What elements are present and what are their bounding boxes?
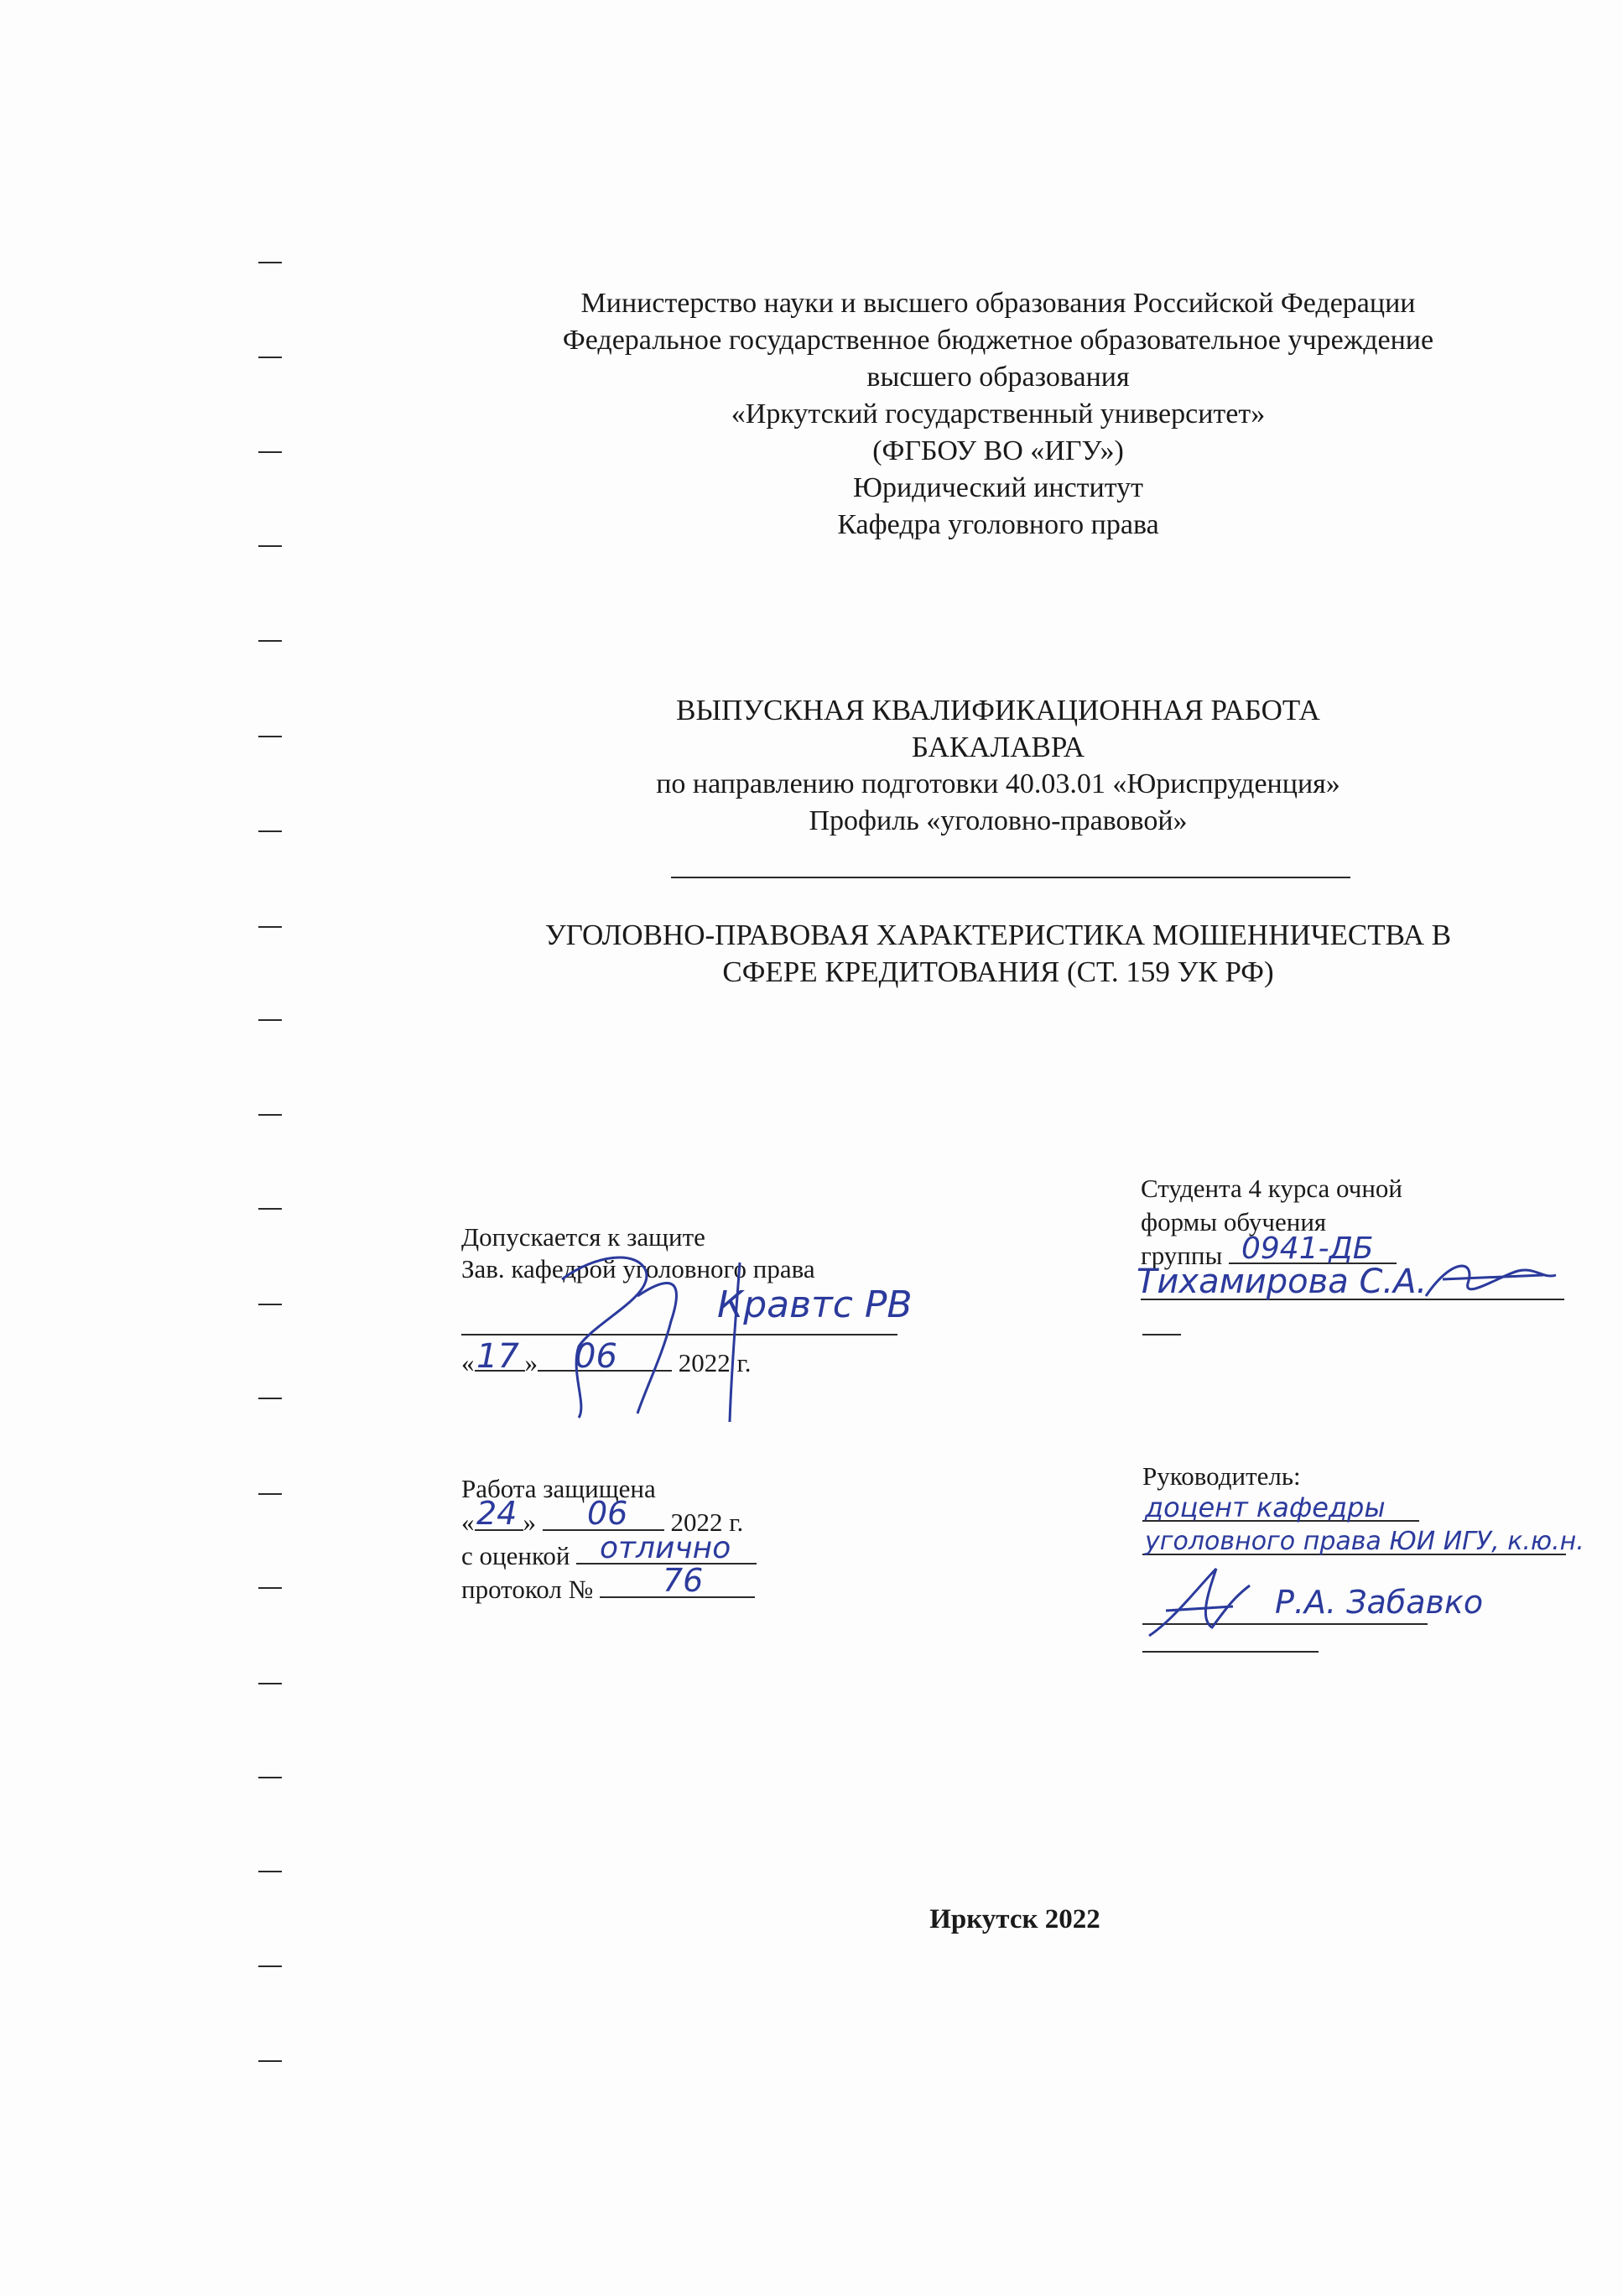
binding-mark [258, 1777, 282, 1778]
defense-year: 2022 г. [670, 1507, 744, 1537]
binding-mark [258, 1683, 282, 1684]
protocol-handwritten: 76 [663, 1562, 704, 1599]
binding-mark [258, 451, 282, 453]
binding-mark [258, 736, 282, 737]
supervisor-signature [1132, 1560, 1267, 1653]
grade-label: с оценкой [461, 1541, 570, 1570]
quote-open: « [461, 1507, 475, 1537]
admission-year: 2022 г. [678, 1348, 752, 1377]
supervisor-label: Руководитель: [1142, 1461, 1301, 1491]
binding-mark [258, 357, 282, 358]
admission-day-handwritten: 17 [476, 1337, 519, 1376]
quote-open: « [461, 1348, 475, 1377]
thesis-title-line2: СФЕРЕ КРЕДИТОВАНИЯ (СТ. 159 УК РФ) [722, 955, 1274, 988]
work-type-line1: ВЫПУСКНАЯ КВАЛИФИКАЦИОННАЯ РАБОТА [676, 694, 1320, 726]
defense-label: Работа защищена [461, 1474, 656, 1503]
binding-mark [258, 1493, 282, 1495]
work-type-line2: БАКАЛАВРА [911, 731, 1085, 763]
title-separator [671, 877, 1350, 878]
department-name: Кафедра уголовного права [837, 509, 1159, 540]
admission-month-handwritten: 06 [575, 1337, 617, 1376]
student-course-line: Студента 4 курса очной [1141, 1174, 1402, 1203]
student-extra-line [1142, 1334, 1181, 1335]
direction-line: по направлению подготовки 40.03.01 «Юриспруденция» [656, 768, 1340, 799]
university-abbr: (ФГБОУ ВО «ИГУ») [872, 435, 1124, 466]
student-signature [1418, 1250, 1560, 1309]
quote-close: » [524, 1348, 538, 1377]
institution-type-line: Федеральное государственное бюджетное образовательное учреждение [562, 325, 1434, 356]
binding-mark [258, 1114, 282, 1116]
city-year: Иркутск 2022 [929, 1904, 1100, 1934]
protocol-label: протокол № [461, 1575, 594, 1604]
supervisor-extra-line [1142, 1651, 1319, 1653]
student-form-line: формы обучения [1141, 1207, 1327, 1237]
thesis-title [453, 917, 1543, 991]
binding-mark [258, 1871, 282, 1872]
binding-mark [258, 830, 282, 832]
pen-stroke [721, 1258, 746, 1426]
admission-handwritten-name: Кравтс РВ [717, 1283, 913, 1326]
defense-month-handwritten: 06 [587, 1495, 628, 1532]
supervisor-position-handwritten2: уголовного права ЮИ ИГУ, к.ю.н. [1145, 1527, 1584, 1556]
binding-mark [258, 2060, 282, 2062]
binding-mark [258, 1019, 282, 1021]
supervisor-name-handwritten: Р.А. Забавко [1275, 1584, 1484, 1621]
binding-mark [258, 262, 282, 263]
student-name-handwritten: Тихамирова С.А. [1137, 1263, 1428, 1301]
binding-mark [258, 1398, 282, 1399]
group-label: группы [1141, 1241, 1223, 1270]
head-of-department-label: Зав. кафедрой уголовного права [461, 1254, 815, 1283]
thesis-title-line1: УГОЛОВНО-ПРАВОВАЯ ХАРАКТЕРИСТИКА МОШЕННИЧЕСТВА В [544, 919, 1452, 951]
protocol-line [461, 1573, 755, 1606]
binding-mark [258, 1587, 282, 1589]
binding-mark [258, 1304, 282, 1305]
institute-name: Юридический институт [853, 472, 1143, 503]
quote-close: » [523, 1507, 536, 1537]
supervisor-position-handwritten1: доцент кафедры [1145, 1492, 1386, 1523]
university-name: «Иркутский государственный университет» [731, 398, 1266, 430]
binding-mark [258, 1208, 282, 1210]
admission-label: Допускается к защите [461, 1222, 705, 1252]
grade-handwritten: отлично [600, 1531, 731, 1565]
binding-mark [258, 926, 282, 928]
group-handwritten: 0941-ДБ [1241, 1231, 1374, 1266]
binding-mark [258, 545, 282, 547]
head-signature [545, 1246, 713, 1422]
defense-day-handwritten: 24 [476, 1495, 518, 1532]
binding-mark [258, 1965, 282, 1967]
institution-header [453, 285, 1543, 544]
binding-mark [258, 640, 282, 642]
work-type-block [453, 692, 1543, 840]
education-level-line: высшего образования [866, 362, 1130, 393]
ministry-line: Министерство науки и высшего образования Российской Федерации [580, 288, 1416, 319]
profile-line: Профиль «уголовно-правовой» [809, 805, 1188, 836]
